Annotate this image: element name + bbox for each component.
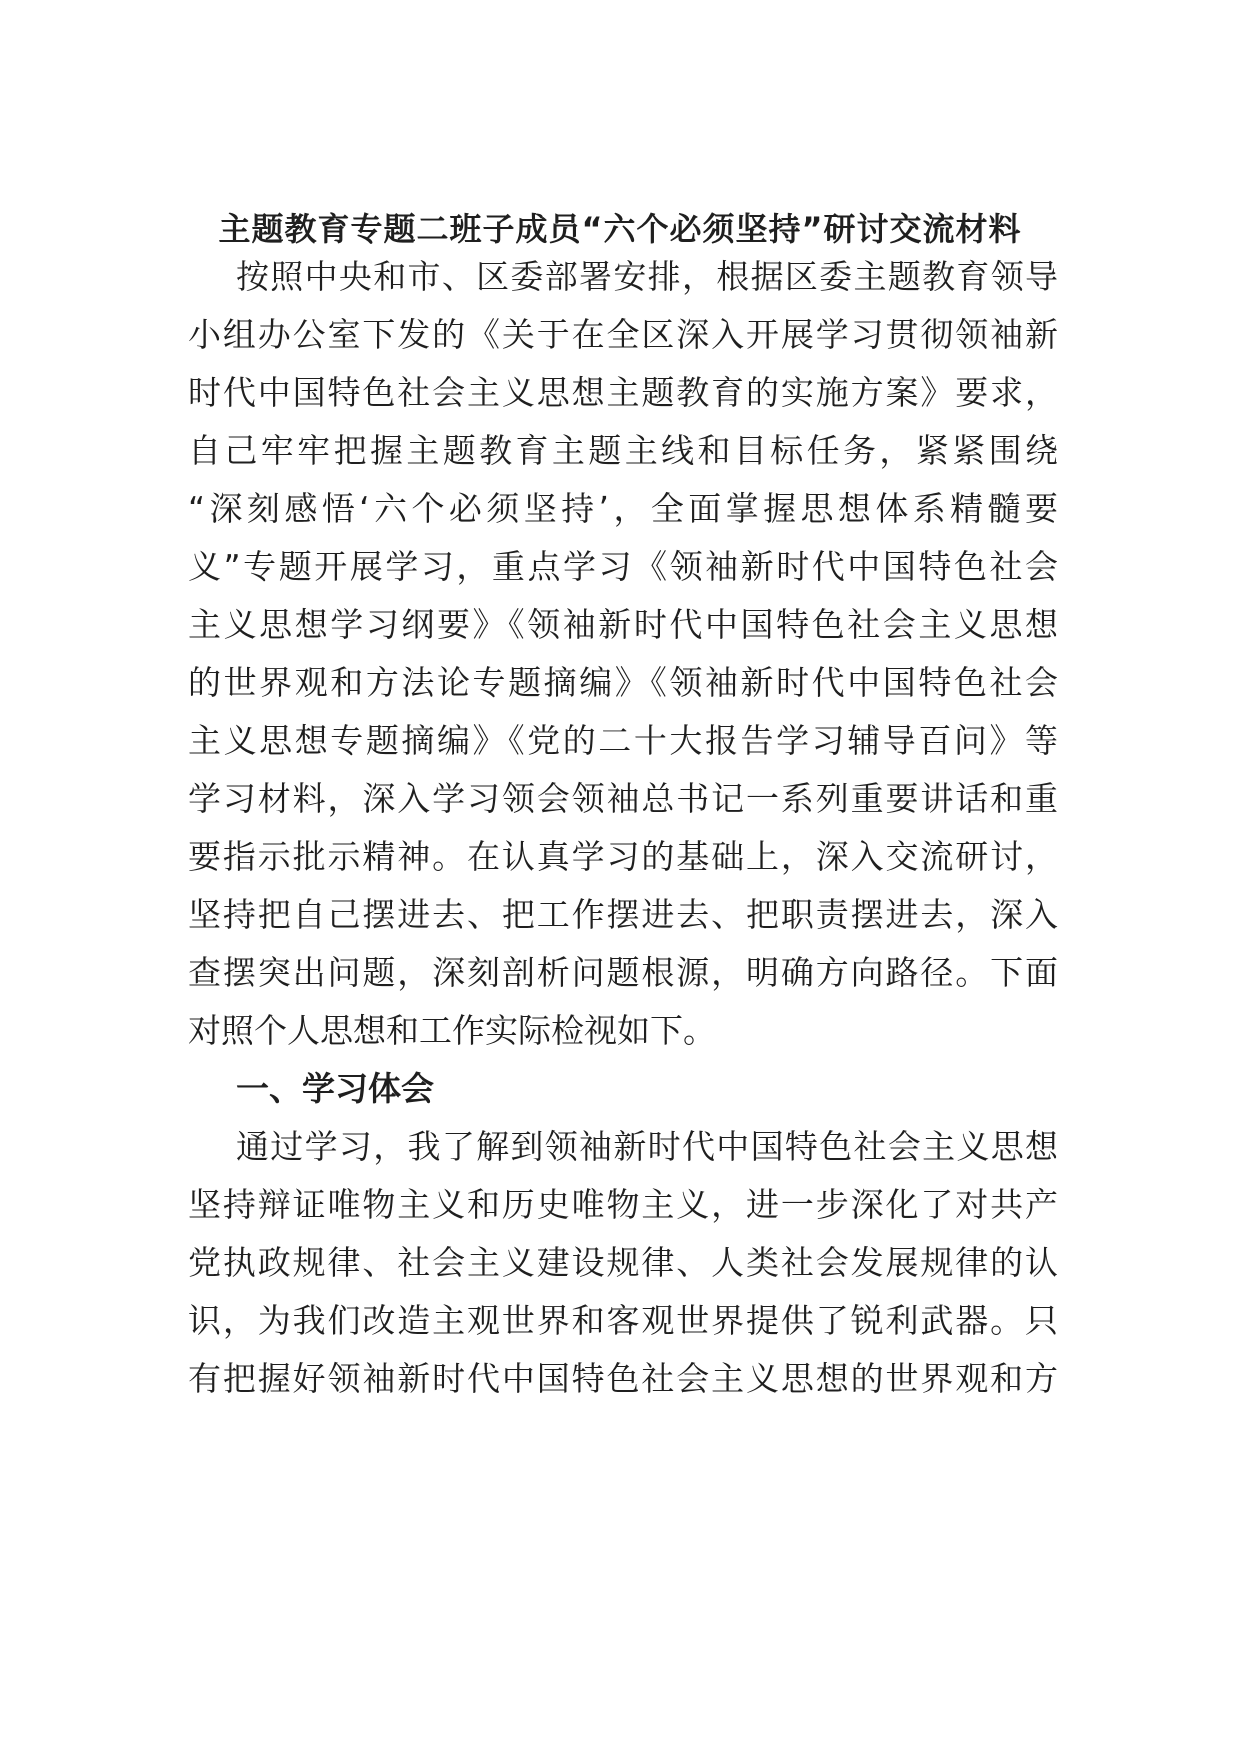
paragraph-1-line: 按照中央和市、区委部署安排，根据区委主题教育领导 — [236, 257, 1058, 296]
paragraph-2-line: 有把握好领袖新时代中国特色社会主义思想的世界观和方 — [188, 1359, 1058, 1398]
paragraph-1-line: 时代中国特色社会主义思想主题教育的实施方案》要求， — [188, 373, 1058, 412]
paragraph-1-line: 查摆突出问题，深刻剖析问题根源，明确方向路径。下面 — [188, 953, 1058, 992]
paragraph-2-line: 党执政规律、社会主义建设规律、人类社会发展规律的认 — [188, 1243, 1058, 1282]
paragraph-1-line: 小组办公室下发的《关于在全区深入开展学习贯彻领袖新 — [188, 315, 1058, 354]
paragraph-2-line: 识，为我们改造主观世界和客观世界提供了锐利武器。只 — [188, 1301, 1058, 1340]
paragraph-1-line: 的世界观和方法论专题摘编》《领袖新时代中国特色社会 — [188, 663, 1058, 702]
paragraph-1-line: 学习材料，深入学习领会领袖总书记一系列重要讲话和重 — [188, 779, 1058, 818]
paragraph-1-line: 主义思想学习纲要》《领袖新时代中国特色社会主义思想 — [188, 605, 1058, 644]
section-heading: 一、学习体会 — [236, 1069, 434, 1108]
paragraph-1-line: 义”专题开展学习，重点学习《领袖新时代中国特色社会 — [188, 547, 1058, 586]
paragraph-1-line: 对照个人思想和工作实际检视如下。 — [188, 1011, 716, 1050]
paragraph-2-line: 坚持辩证唯物主义和历史唯物主义，进一步深化了对共产 — [188, 1185, 1058, 1224]
paragraph-1-line: 自己牢牢把握主题教育主题主线和目标任务，紧紧围绕 — [188, 431, 1058, 470]
paragraph-1-line: 坚持把自己摆进去、把工作摆进去、把职责摆进去，深入 — [188, 895, 1058, 934]
paragraph-1-line: 主义思想专题摘编》《党的二十大报告学习辅导百问》等 — [188, 721, 1058, 760]
paragraph-2-line: 通过学习，我了解到领袖新时代中国特色社会主义思想 — [236, 1127, 1058, 1166]
paragraph-1-line: “深刻感悟‘六个必须坚持’，全面掌握思想体系精髓要 — [188, 489, 1058, 528]
document-title: 主题教育专题二班子成员“六个必须坚持”研讨交流材料 — [218, 210, 1022, 248]
paragraph-1-line: 要指示批示精神。在认真学习的基础上，深入交流研讨， — [188, 837, 1058, 876]
